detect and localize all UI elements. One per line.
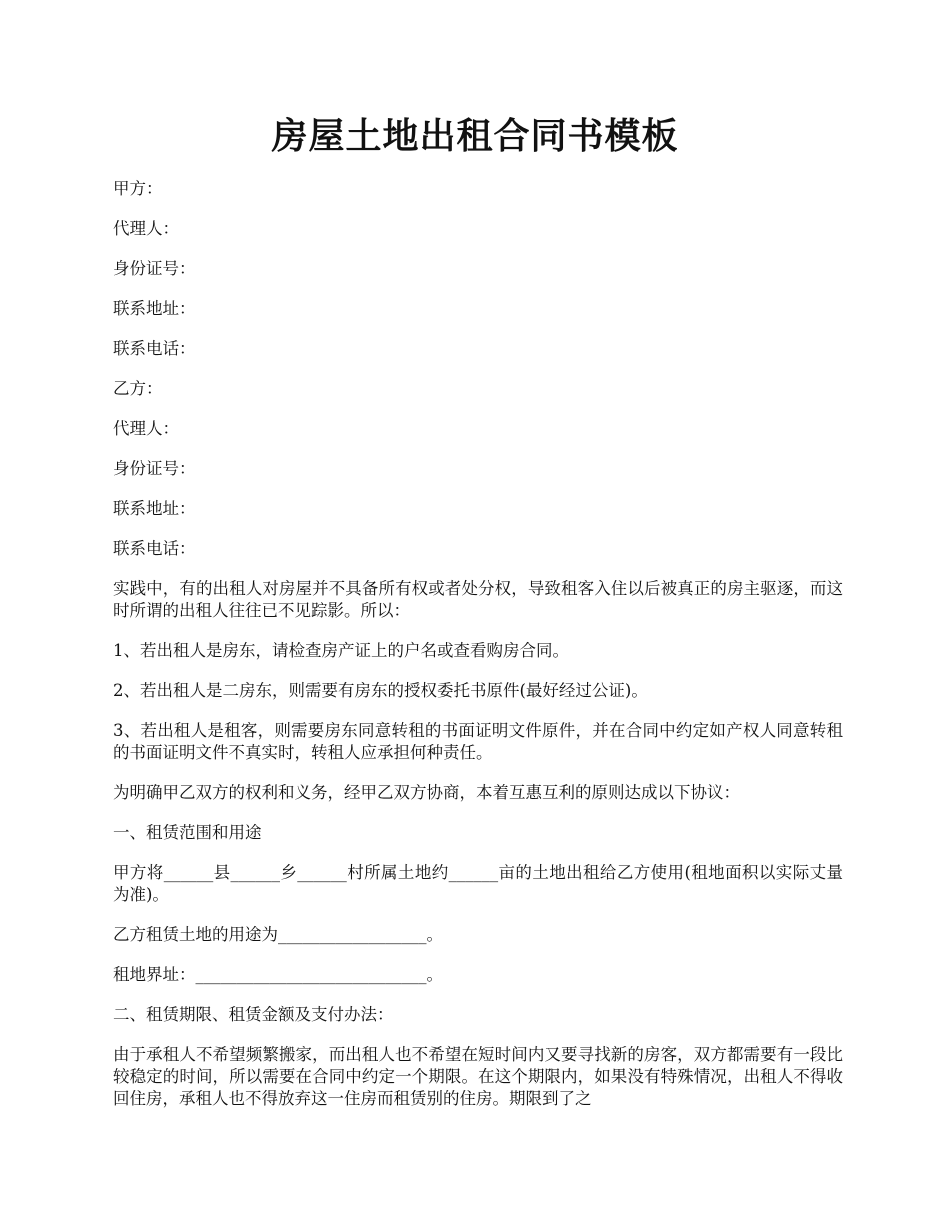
- section-1-heading: 一、租赁范围和用途: [113, 823, 262, 842]
- agreement-paragraph: 为明确甲乙双方的权利和义务，经甲乙双方协商，本着互惠互利的原则达成以下协议：: [113, 783, 740, 802]
- section-2-paragraph: 由于承租人不希望频繁搬家，而出租人也不希望在短时间内又要寻找新的房客，双方都需要有一段比较稳定的时间，所以需要在合同中约定一个期限。在这个期限内，如果没有特殊情况，出租人不得收回住房，承租人也不得放弃这一住房而租赁别的住房。期限到了之: [113, 1045, 843, 1108]
- section-1-land-paragraph: 甲方将______县______乡______村所属土地约______亩的土地出租给乙方使用(租地面积以实际丈量为准)。: [113, 863, 843, 904]
- point-2-paragraph: 2、若出租人是二房东，则需要有房东的授权委托书原件(最好经过公证)。: [113, 681, 648, 700]
- party-a-address-label: 联系地址：: [113, 299, 196, 318]
- party-a-id-label: 身份证号：: [113, 259, 196, 278]
- section-1-usage-paragraph: 乙方租赁土地的用途为__________________。: [113, 925, 443, 944]
- party-b-id-label: 身份证号：: [113, 459, 196, 478]
- point-3-paragraph: 3、若出租人是租客，则需要房东同意转租的书面证明文件原件，并在合同中约定如产权人同意转租的书面证明文件不真实时，转租人应承担何种责任。: [113, 721, 843, 762]
- section-2-heading: 二、租赁期限、租赁金额及支付办法：: [113, 1005, 394, 1024]
- party-b-address-label: 联系地址：: [113, 499, 196, 518]
- party-b-agent-label: 代理人：: [113, 419, 179, 438]
- party-a-agent-label: 代理人：: [113, 219, 179, 238]
- party-b-phone-label: 联系电话：: [113, 539, 196, 558]
- document-title: 房屋土地出租合同书模板: [271, 115, 679, 157]
- section-1-boundary-paragraph: 租地界址：____________________________。: [113, 965, 443, 984]
- intro-paragraph: 实践中，有的出租人对房屋并不具备所有权或者处分权，导致租客入住以后被真正的房主驱逐，而这时所谓的出租人往往已不见踪影。所以：: [113, 579, 843, 620]
- party-b-name-label: 乙方：: [113, 379, 163, 398]
- party-a-name-label: 甲方：: [113, 179, 163, 198]
- document-body: [113, 178, 843, 1128]
- point-1-paragraph: 1、若出租人是房东，请检查房产证上的户名或查看购房合同。: [113, 641, 569, 660]
- party-a-phone-label: 联系电话：: [113, 339, 196, 358]
